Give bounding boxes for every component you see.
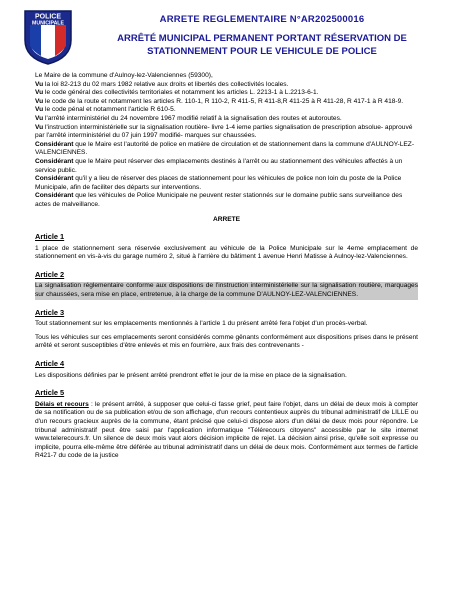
maire-statement: Le Maire de la commune d'Aulnoy-lez-Valenciennes (59300), bbox=[35, 72, 213, 79]
vu-clause bbox=[35, 124, 418, 141]
article-3-paragraph: Tous les véhicules sur ces emplacements seront considérés comme gênants conformément aux dispositions prises dans le présent arrêté et seront susceptibles d'être enlevés et mis en fourrière, aux frais des contrevenants - bbox=[35, 333, 418, 350]
considerant-clause bbox=[35, 192, 418, 209]
vu-clause bbox=[35, 106, 418, 115]
considerant-label: Considérant bbox=[35, 157, 74, 165]
article-1-paragraph: 1 place de stationnement sera réservée exclusivement au véhicule de la Police Municipale sur le 4eme emplacement de stationnement en vis-à-vis du garage numéro 2, situé à l'arrière du bâtiment 1 avenue Henri Matisse à Aulnoy-lez-Valenciennes. bbox=[35, 244, 418, 261]
considerant-label: Considérant bbox=[35, 140, 74, 148]
article-5-text: : le présent arrêté, à supposer que celui-ci fasse grief, peut faire l'objet, dans un délai de deux mois à compter de sa notification ou de sa publication et/ou de son affichage, d'un recours contentieux auprès du tribunal administratif de LILLE ou d'un recours gracieux auprès de la commune, étant précisé que celui-ci dispose alors d'un délai de deux mois pour répondre. Le tribunal administratif peut être saisi par l'application informatique "Télérecours citoyens" accessible par le site internet www.telerecours.fr. Un silence de deux mois vaut alors décision implicite de rejet. La décision ainsi prise, qu'elle soit expresse ou implicite, pourra elle-même être déférée au tribunal administratif dans un délai de deux mois. Conformément aux termes de l'article R421-7 du code de la justice bbox=[35, 400, 418, 460]
vu-clause bbox=[35, 98, 418, 107]
considerant-clause bbox=[35, 175, 418, 192]
vu-text: le code de la route et notamment les articles R. 110-1, R 110-2, R 411-5, R 411-8,R 411-25 à R 411-28, R 417-1 à R 418-9. bbox=[43, 97, 404, 105]
vu-text: l'arrêté interministériel du 24 novembre 1967 modifié relatif à la signalisation des routes et autoroutes. bbox=[43, 114, 342, 122]
arrete-title-line-2: STATIONNEMENT POUR LE VEHICULE DE POLICE bbox=[147, 46, 377, 57]
police-municipale-badge-logo bbox=[22, 8, 74, 66]
vu-label: Vu bbox=[35, 114, 44, 122]
considerant-label: Considérant bbox=[35, 175, 74, 183]
vu-clause bbox=[35, 115, 418, 124]
arrete-reference-number: ARRETE REGLEMENTAIRE N°AR202500016 bbox=[159, 14, 365, 25]
article-1-title: Article 1 bbox=[35, 232, 65, 242]
considerant-label: Considérant bbox=[35, 192, 74, 200]
vu-text: le code pénal et notamment l'article R 610-5. bbox=[43, 106, 176, 114]
article-3-title: Article 3 bbox=[35, 307, 65, 317]
article-2-paragraph: La signalisation réglementaire conforme aux dispositions de l'instruction interministérielle sur la signalisation routière, marquages sur chaussées, sera mise en place, entretenue, à la charge de la commune D'AULNOY-LEZ-VALENCIENNES. bbox=[35, 282, 418, 299]
arrete-title-line-1: ARRÊTÉ MUNICIPAL PERMANENT PORTANT RÉSERVATION DE bbox=[117, 33, 407, 44]
document-body bbox=[35, 72, 418, 461]
badge-text-bottom: MUNICIPALE bbox=[32, 20, 64, 27]
vu-label: Vu bbox=[35, 97, 44, 105]
vu-label: Vu bbox=[35, 80, 44, 88]
vu-text: l'instruction interministérielle sur la signalisation routière- livre 1-4 ieme parties signalisation de prescription absolue- approuvé par l'arrêté interministériel du 07 juin 1997 modifié- marques sur chaussées. bbox=[35, 123, 413, 140]
article-4-paragraph: Les dispositions définies par le présent arrêté prendront effet le jour de la mise en place de la signalisation. bbox=[35, 371, 347, 379]
vu-label: Vu bbox=[35, 106, 44, 114]
arrete-heading: ARRETE bbox=[212, 215, 241, 223]
article-2-title: Article 2 bbox=[35, 269, 65, 279]
article-4-title: Article 4 bbox=[35, 359, 65, 369]
considerant-text: que le Maire peut réserver des emplacements destinés à l'arrêt ou au stationnement des véhicules affectés à un service public. bbox=[35, 157, 403, 174]
vu-text: le code général des collectivités territoriales et notamment les articles L. 2213-1 à L.2213-6-1. bbox=[43, 89, 319, 97]
vu-label: Vu bbox=[35, 89, 44, 97]
vu-clause bbox=[35, 89, 418, 98]
article-5-paragraph bbox=[35, 401, 418, 461]
vu-text: la loi 82-213 du 02 mars 1982 relative aux droits et libertés des collectivités locales. bbox=[43, 80, 289, 88]
delais-recours-label: Délais et recours bbox=[35, 400, 89, 408]
considerant-text: que le Maire est l'autorité de police en matière de circulation et de stationnement dans la commune d'AULNOY-LEZ-VALENCIENNES. bbox=[35, 140, 415, 157]
considerant-text: qu'il y a lieu de réserver des places de stationnement pour les véhicules de police non loin du poste de la Police Municipale, afin de faciliter des départs sur interventions. bbox=[35, 175, 402, 191]
article-5-title: Article 5 bbox=[35, 388, 65, 398]
considerant-clause bbox=[35, 141, 418, 158]
article-3-paragraph: Tout stationnement sur les emplacements mentionnés à l'article 1 du présent arrêté fera l'objet d'un procès-verbal. bbox=[35, 320, 368, 328]
arrete-title bbox=[104, 32, 420, 58]
considerant-clause bbox=[35, 158, 418, 175]
considerant-text: que les véhicules de Police Municipale ne peuvent rester stationnés sur le domaine public sans surveillance des actes de malveillance. bbox=[35, 192, 403, 208]
vu-clause bbox=[35, 81, 418, 90]
vu-label: Vu bbox=[35, 123, 44, 131]
badge-text-top: POLICE bbox=[34, 13, 62, 21]
